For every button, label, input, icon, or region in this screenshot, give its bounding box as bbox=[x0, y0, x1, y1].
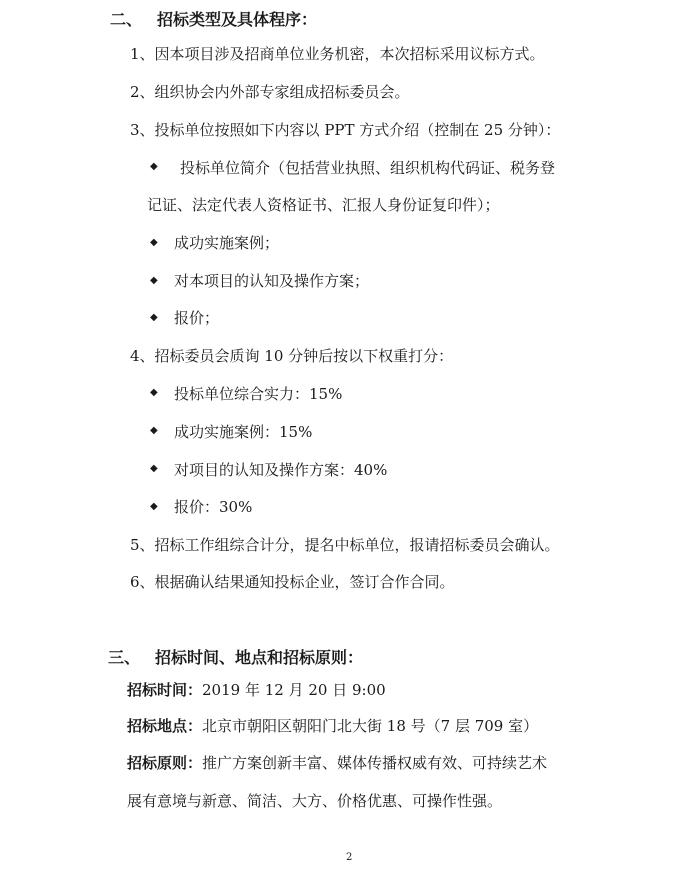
step-1: 1、因本项目涉及招商单位业务机密，本次招标采用议标方式。 bbox=[130, 45, 545, 63]
bullet-icon: ◆ bbox=[150, 463, 158, 474]
step-4: 4、招标委员会质询 10 分钟后按以下权重打分： bbox=[130, 347, 454, 365]
bullet-icon: ◆ bbox=[150, 312, 158, 323]
tender-time-label: 招标时间： bbox=[127, 681, 203, 699]
bullet-icon: ◆ bbox=[150, 275, 158, 286]
page-number: 2 bbox=[346, 852, 353, 863]
step-6: 6、根据确认结果通知投标企业，签订合作合同。 bbox=[130, 573, 455, 591]
tender-principle-label: 招标原则： bbox=[127, 754, 203, 772]
scoring-item-4: 报价：30% bbox=[174, 498, 253, 516]
tender-principle-line-2: 展有意境与新意、简洁、大方、价格优惠、可操作性强。 bbox=[127, 792, 503, 810]
section2-number: 二、 bbox=[110, 10, 143, 29]
section3-title: 招标时间、地点和招标原则： bbox=[155, 648, 364, 667]
section3-number: 三、 bbox=[108, 648, 141, 667]
presentation-item-4: 报价； bbox=[174, 309, 220, 327]
tender-place-label: 招标地点： bbox=[127, 717, 203, 735]
step-5: 5、招标工作组综合计分，提名中标单位，报请招标委员会确认。 bbox=[130, 536, 560, 554]
tender-place-value: 北京市朝阳区朝阳门北大街 18 号（7 层 709 室） bbox=[202, 717, 539, 735]
step-2: 2、组织协会内外部专家组成招标委员会。 bbox=[130, 83, 410, 101]
scoring-item-3: 对项目的认知及操作方案：40% bbox=[174, 461, 388, 479]
bullet-icon: ◆ bbox=[150, 387, 158, 398]
presentation-item-2: 成功实施案例； bbox=[174, 234, 280, 252]
scoring-item-1: 投标单位综合实力：15% bbox=[174, 385, 343, 403]
presentation-item-1-line-1: 投标单位简介（包括营业执照、组织机构代码证、税务登 bbox=[180, 159, 556, 177]
tender-place bbox=[127, 716, 538, 736]
tender-time bbox=[127, 680, 386, 700]
presentation-item-3: 对本项目的认知及操作方案； bbox=[174, 272, 370, 290]
tender-principle bbox=[127, 753, 547, 773]
presentation-item-1-line-2: 记证、法定代表人资格证书、汇报人身份证复印件）； bbox=[147, 196, 500, 214]
section2-title: 招标类型及具体程序： bbox=[157, 10, 318, 29]
bullet-icon: ◆ bbox=[150, 501, 158, 512]
scoring-item-2: 成功实施案例：15% bbox=[174, 423, 313, 441]
tender-time-value: 2019 年 12 月 20 日 9:00 bbox=[202, 681, 386, 699]
bullet-icon: ◆ bbox=[150, 161, 158, 172]
step-3: 3、投标单位按照如下内容以 PPT 方式介绍（控制在 25 分钟）： bbox=[130, 121, 561, 139]
bullet-icon: ◆ bbox=[150, 237, 158, 248]
bullet-icon: ◆ bbox=[150, 425, 158, 436]
tender-principle-line-1: 推广方案创新丰富、媒体传播权威有效、可持续艺术 bbox=[202, 754, 548, 772]
